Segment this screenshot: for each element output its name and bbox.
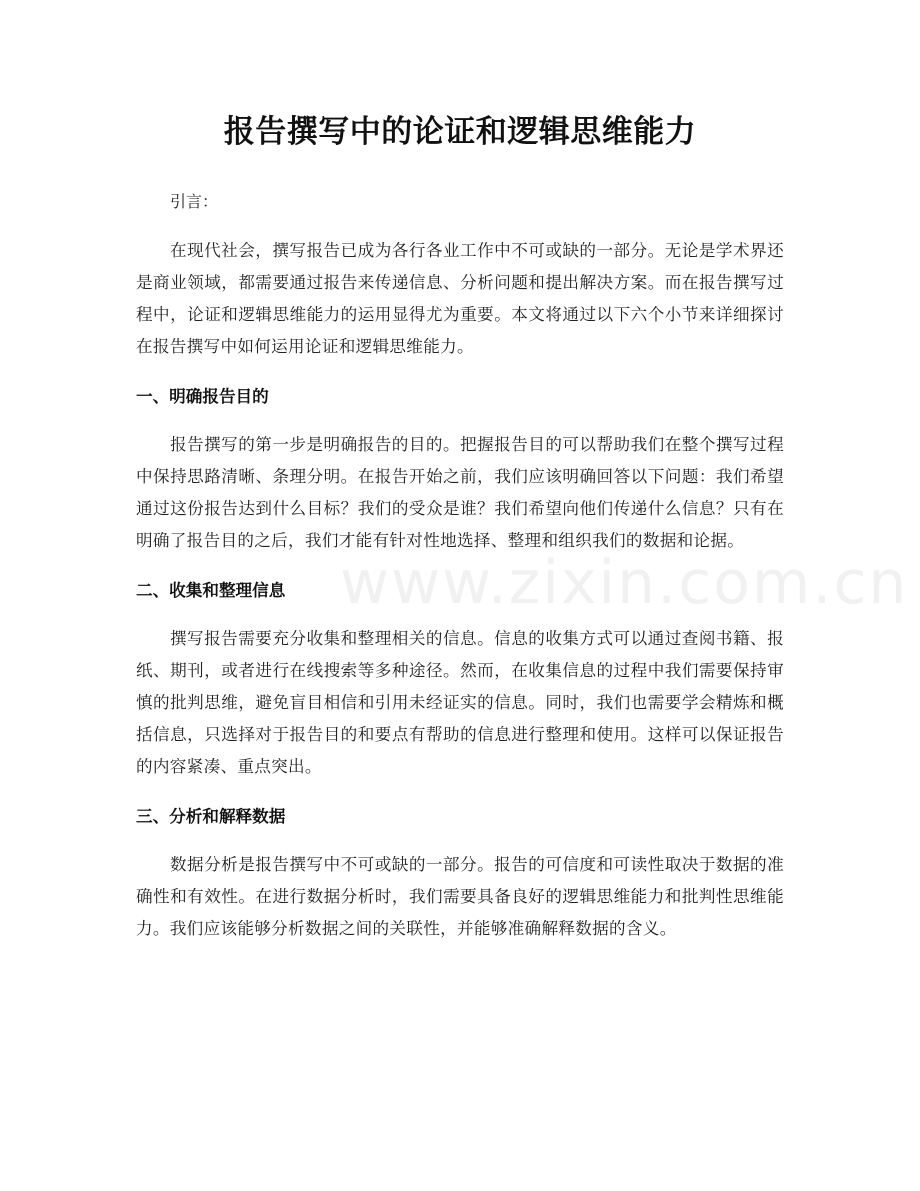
section-3 (136, 803, 784, 945)
document-title: 报告撰写中的论证和逻辑思维能力 (223, 114, 697, 150)
section-paragraph: 数据分析是报告撰写中不可或缺的一部分。报告的可信度和可读性取决于数据的准确性和有效性。在进行数据分析时，我们需要具备良好的逻辑思维能力和批判性思维能力。我们应该能够分析数据之间的关联性，并能够准确解释数据的含义。 (136, 855, 784, 938)
section-heading: 二、收集和整理信息 (136, 581, 286, 600)
watermark: www.zixin.com.cn (340, 548, 909, 618)
intro-label: 引言： (170, 192, 219, 211)
section-paragraph: 撰写报告需要充分收集和整理相关的信息。信息的收集方式可以通过查阅书籍、报纸、期刊，或者进行在线搜索等多种途径。然而，在收集信息的过程中我们需要保持审慎的批判思维，避免盲目相信和引用未经证实的信息。同时，我们也需要学会精炼和概括信息，只选择对于报告目的和要点有帮助的信息进行整理和使用。这样可以保证报告的内容紧凑、重点突出。 (136, 629, 784, 776)
section-heading: 三、分析和解释数据 (136, 807, 286, 826)
section-1 (136, 383, 784, 557)
section-2 (136, 577, 784, 783)
section-paragraph: 报告撰写的第一步是明确报告的目的。把握报告目的可以帮助我们在整个撰写过程中保持思路清晰、条理分明。在报告开始之前，我们应该明确回答以下问题：我们希望通过这份报告达到什么目标？我们的受众是谁？我们希望向他们传递什么信息？只有在明确了报告目的之后，我们才能有针对性地选择、整理和组织我们的数据和论据。 (136, 435, 784, 550)
section-heading: 一、明确报告目的 (136, 387, 269, 406)
intro-paragraph: 在现代社会，撰写报告已成为各行各业工作中不可或缺的一部分。无论是学术界还是商业领域，都需要通过报告来传递信息、分析问题和提出解决方案。而在报告撰写过程中，论证和逻辑思维能力的运用显得尤为重要。本文将通过以下六个小节来详细探讨在报告撰写中如何运用论证和逻辑思维能力。 (136, 241, 784, 356)
